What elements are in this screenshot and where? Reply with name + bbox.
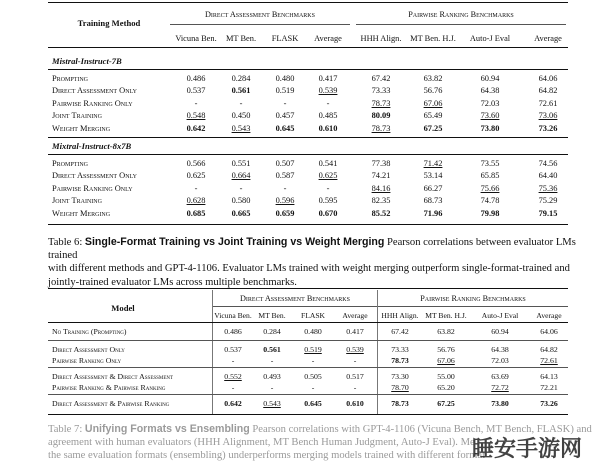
- table-cell: 74.56: [538, 159, 558, 168]
- table-cell: 72.61: [538, 98, 558, 108]
- table-cell: -: [353, 356, 357, 365]
- table-cell: 0.505: [304, 372, 322, 381]
- table-cell: -: [239, 98, 243, 108]
- column-header: Vicuna Ben.: [175, 34, 217, 43]
- table-cell: 0.480: [275, 74, 295, 83]
- table-cell: 77.38: [371, 159, 391, 168]
- table-cell: 0.486: [186, 74, 206, 83]
- table-cell: 65.49: [423, 111, 443, 121]
- table-cell: 71.96: [423, 208, 443, 218]
- table-cell: 0.486: [224, 327, 242, 336]
- table-cell: 85.52: [371, 208, 391, 218]
- table-cell: 60.94: [491, 327, 509, 336]
- table-cell: -: [231, 356, 235, 365]
- table-cell: -: [239, 183, 243, 193]
- table-cell: -: [194, 98, 198, 108]
- table-cell: 73.33: [391, 345, 409, 354]
- table-cell: 0.539: [346, 345, 364, 354]
- group-divider: [48, 340, 568, 341]
- table-cell: 0.539: [318, 86, 338, 96]
- group-underline-pairwise: [378, 306, 568, 307]
- table-cell: 0.625: [318, 171, 338, 181]
- caption-title: Single-Format Training vs Joint Training vs Weight Merging: [84, 236, 385, 248]
- table-cell: 0.517: [346, 372, 364, 381]
- row-label: No Training (Prompting): [52, 327, 127, 336]
- row-label: Direct Assessment Only: [52, 171, 137, 181]
- table-cell: 0.480: [304, 327, 322, 336]
- watermark-logo: 睡安手游网: [472, 437, 583, 462]
- table-cell: -: [326, 183, 330, 193]
- table-cell: 0.610: [318, 123, 338, 133]
- table-cell: 0.519: [304, 345, 322, 354]
- column-header: Average: [314, 34, 342, 43]
- caption-text-1: Pearson correlations with GPT-4-1106 (Vicuna Bench, MT Bench, FLASK) and: [249, 424, 592, 435]
- bottom-rule: [48, 224, 568, 225]
- table-cell: 79.15: [538, 208, 558, 218]
- group-header-pairwise: Pairwise Ranking Benchmarks: [408, 10, 514, 19]
- table-cell: 0.645: [304, 399, 322, 408]
- table-cell: -: [283, 98, 287, 108]
- caption-text-3: the same evaluation formats (ensembling) underperforms merging models trained with different format: [48, 450, 486, 462]
- table-cell: 56.76: [437, 345, 455, 354]
- row-label: Joint Training: [52, 111, 102, 121]
- table-cell: 72.03: [491, 356, 509, 365]
- section-rule: [48, 69, 568, 70]
- table-cell: 0.541: [318, 159, 338, 168]
- column-header: Auto-J Eval: [481, 311, 519, 320]
- row-label: Weight Merging: [52, 123, 111, 133]
- table-cell: 0.645: [275, 123, 295, 133]
- row-label: Pairwise Ranking Only: [52, 98, 133, 108]
- column-header: MT Ben.: [225, 34, 257, 43]
- table-cell: 72.21: [540, 383, 558, 392]
- caption-text-2: agreement with human evaluators (HHH Alignment, MT Bench Human Judgment, Auto-J Eval). Me: [48, 437, 475, 449]
- table-cell: 0.450: [231, 111, 251, 121]
- table-cell: 72.72: [491, 383, 509, 392]
- table-cell: 0.566: [186, 159, 206, 168]
- table-cell: 0.548: [186, 111, 206, 121]
- table-cell: 73.60: [480, 111, 500, 121]
- table-cell: 73.55: [480, 159, 500, 168]
- table-cell: 78.73: [371, 98, 391, 108]
- section-rule: [48, 154, 568, 155]
- table-cell: 0.685: [186, 208, 206, 218]
- column-header: Vicuna Ben.: [214, 311, 252, 320]
- table-cell: 0.580: [231, 196, 251, 206]
- table-cell: 60.94: [480, 74, 500, 83]
- row-label: Pairwise Ranking Only: [52, 356, 122, 365]
- table-cell: 71.42: [423, 159, 443, 168]
- column-header: Auto-J Eval: [469, 34, 511, 43]
- table-cell: 65.20: [437, 383, 455, 392]
- table-cell: 75.36: [538, 183, 558, 193]
- caption-label: Table 6:: [48, 237, 83, 248]
- table-cell: 56.76: [423, 86, 443, 96]
- table-cell: -: [311, 383, 315, 392]
- column-header: FLASK: [271, 34, 299, 43]
- table-cell: 67.42: [371, 74, 391, 83]
- caption-text-1: Pearson correlations between evaluator LMs trained: [48, 237, 576, 262]
- column-header: Average: [534, 34, 562, 43]
- row-label: Direct Assessment & Pairwise Ranking: [52, 399, 170, 408]
- column-header: HHH Align.: [360, 34, 402, 43]
- table-cell: -: [231, 383, 235, 392]
- table-cell: 0.543: [231, 123, 251, 133]
- bottom-rule: [48, 414, 568, 415]
- table-cell: 0.642: [224, 399, 242, 408]
- table-cell: 55.00: [437, 372, 455, 381]
- table-cell: 0.519: [275, 86, 295, 96]
- table-cell: 72.03: [480, 98, 500, 108]
- group-header-direct: Direct Assessment Benchmarks: [240, 294, 350, 303]
- table-cell: 64.82: [538, 86, 558, 96]
- table-cell: 73.06: [538, 111, 558, 121]
- table-cell: -: [353, 383, 357, 392]
- table-cell: 0.628: [186, 196, 206, 206]
- caption-title: Unifying Formats vs Ensembling: [84, 423, 250, 435]
- table-cell: 74.78: [480, 196, 500, 206]
- header-rule: [48, 322, 568, 323]
- table-cell: 73.30: [391, 372, 409, 381]
- group-underline-direct: [170, 24, 350, 25]
- row-label: Weight Merging: [52, 208, 111, 218]
- top-rule: [48, 2, 568, 3]
- table-cell: 64.40: [538, 171, 558, 181]
- column-header: HHH Align.: [381, 311, 419, 320]
- table-cell: 65.85: [480, 171, 500, 181]
- table-cell: 0.417: [346, 327, 364, 336]
- table-cell: 0.642: [186, 123, 206, 133]
- table-cell: -: [270, 356, 274, 365]
- table-cell: 64.06: [538, 74, 558, 83]
- section-divider: [48, 137, 568, 138]
- table-cell: -: [326, 98, 330, 108]
- table-cell: 0.664: [231, 171, 251, 181]
- group-divider: [48, 394, 568, 395]
- table-cell: 82.35: [371, 196, 391, 206]
- caption-text-3: jointly-trained evaluator LMs across multiple benchmarks.: [48, 276, 297, 288]
- column-header: Average: [536, 311, 562, 320]
- table-cell: 73.33: [371, 86, 391, 96]
- table-cell: 79.98: [480, 208, 500, 218]
- section-title: Mixtral-Instruct-8x7B: [52, 141, 132, 151]
- table-cell: 78.70: [391, 383, 409, 392]
- table-cell: 74.21: [371, 171, 391, 181]
- table-cell: 0.417: [318, 74, 338, 83]
- row-label: Direct Assessment & Direct Assessment: [52, 372, 174, 381]
- column-header: MT Ben.: [258, 311, 286, 320]
- table-cell: 0.670: [318, 208, 338, 218]
- table-cell: 0.493: [263, 372, 281, 381]
- column-header-model: Model: [111, 303, 135, 313]
- caption-text-2: with different methods and GPT-4-1106. Evaluator LMs trained with weight merging outperform single-format-trained and: [48, 263, 570, 275]
- table-cell: 0.587: [275, 171, 295, 181]
- group-header-direct: Direct Assessment Benchmarks: [205, 10, 315, 19]
- table-cell: 73.26: [538, 123, 558, 133]
- table-cell: 78.73: [391, 356, 409, 365]
- table-cell: 0.457: [275, 111, 295, 121]
- table-cell: 0.665: [231, 208, 251, 218]
- table-cell: 64.06: [540, 327, 558, 336]
- table-cell: 0.551: [231, 159, 251, 168]
- column-header-training-method: Training Method: [77, 18, 141, 28]
- row-label: Prompting: [52, 159, 88, 168]
- table-cell: 0.537: [224, 345, 242, 354]
- table-cell: 67.25: [423, 123, 443, 133]
- table-cell: 0.552: [224, 372, 242, 381]
- table-cell: 73.80: [491, 399, 509, 408]
- table-cell: 0.595: [318, 196, 338, 206]
- table-cell: 0.610: [346, 399, 364, 408]
- table-cell: -: [311, 356, 315, 365]
- table-cell: 0.485: [318, 111, 338, 121]
- table-cell: 0.543: [263, 399, 281, 408]
- group-underline-direct: [213, 306, 377, 307]
- table-cell: 0.284: [231, 74, 251, 83]
- section-title: Mistral-Instruct-7B: [52, 56, 122, 66]
- row-label: Direct Assessment Only: [52, 345, 125, 354]
- table-cell: 0.659: [275, 208, 295, 218]
- table-cell: 78.73: [371, 123, 391, 133]
- table-cell: 66.27: [423, 183, 443, 193]
- table-cell: 64.38: [491, 345, 509, 354]
- table-cell: 0.561: [263, 345, 281, 354]
- top-rule: [48, 288, 568, 289]
- table-cell: 64.38: [480, 86, 500, 96]
- column-header: FLASK: [300, 311, 326, 320]
- table-cell: 75.29: [538, 196, 558, 206]
- table-cell: 78.73: [391, 399, 409, 408]
- table6-caption: [48, 236, 588, 289]
- table-cell: 63.82: [423, 74, 443, 83]
- row-label: Pairwise Ranking & Pairwise Ranking: [52, 383, 166, 392]
- row-label: Joint Training: [52, 196, 102, 206]
- table-cell: 80.09: [371, 111, 391, 121]
- header-rule: [48, 47, 568, 48]
- table-cell: 64.13: [540, 372, 558, 381]
- table-cell: 67.42: [391, 327, 409, 336]
- column-header: Average: [342, 311, 368, 320]
- table-cell: 63.82: [437, 327, 455, 336]
- table-cell: 67.25: [437, 399, 455, 408]
- table-cell: -: [270, 383, 274, 392]
- table-cell: 67.06: [423, 98, 443, 108]
- caption-label: Table 7:: [48, 424, 83, 435]
- table-cell: -: [194, 183, 198, 193]
- table-cell: 0.561: [231, 86, 251, 96]
- table-cell: 0.507: [275, 159, 295, 168]
- table-cell: 53.14: [423, 171, 443, 181]
- row-label: Prompting: [52, 74, 88, 83]
- table-cell: 73.80: [480, 123, 500, 133]
- column-header: MT Ben. H.J.: [425, 311, 467, 320]
- table-cell: 72.61: [540, 356, 558, 365]
- table-cell: 0.596: [275, 196, 295, 206]
- column-header: MT Ben. H.J.: [410, 34, 456, 43]
- row-label: Pairwise Ranking Only: [52, 183, 133, 193]
- table-cell: 67.06: [437, 356, 455, 365]
- table-cell: 84.16: [371, 183, 391, 193]
- group-underline-pairwise: [356, 24, 566, 25]
- table-cell: 0.625: [186, 171, 206, 181]
- table-cell: 73.26: [540, 399, 558, 408]
- table-cell: 0.537: [186, 86, 206, 96]
- table-cell: 75.66: [480, 183, 500, 193]
- table-cell: 64.82: [540, 345, 558, 354]
- row-label: Direct Assessment Only: [52, 86, 137, 96]
- group-divider: [48, 367, 568, 368]
- table-cell: -: [283, 183, 287, 193]
- group-header-pairwise: Pairwise Ranking Benchmarks: [420, 294, 526, 303]
- table-cell: 68.73: [423, 196, 443, 206]
- table-cell: 63.69: [491, 372, 509, 381]
- table-cell: 0.284: [263, 327, 281, 336]
